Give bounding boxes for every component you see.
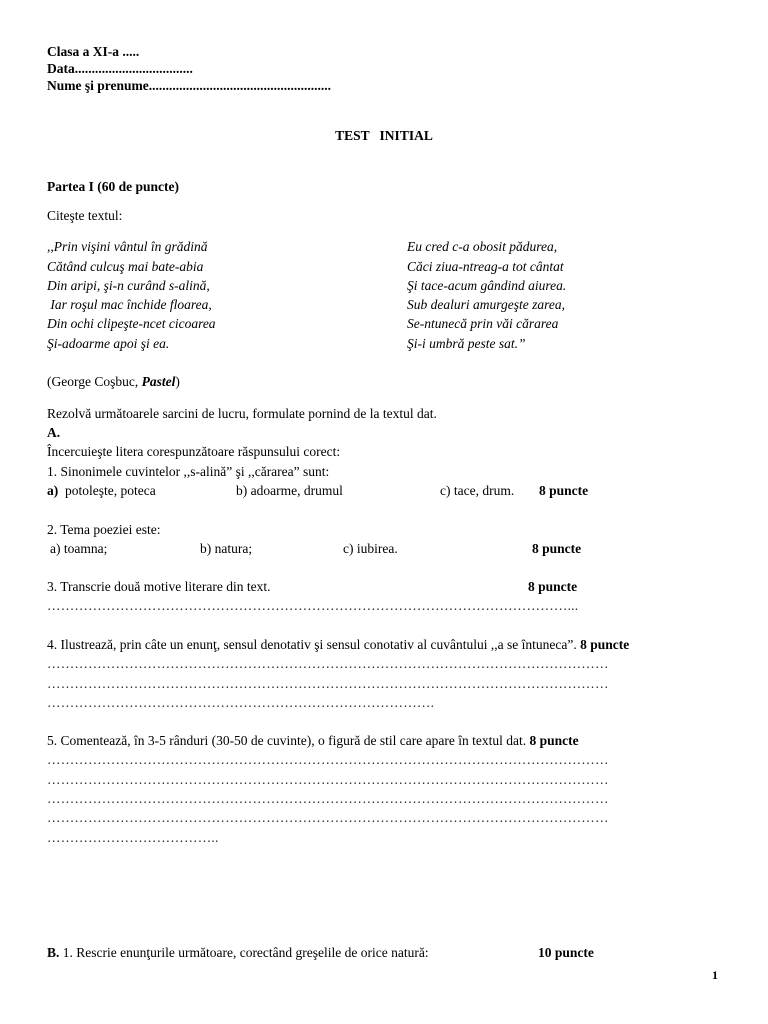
q1-points: 8 puncte [539, 483, 589, 498]
answer-line: …………………………………………………………………………………………………………… [47, 656, 609, 671]
q1-option-a-text: potoleşte, poteca [58, 483, 156, 498]
poem-left-line: Cătând culcuş mai bate-abia [47, 259, 204, 274]
poem-right-line: Şi-i umbră peste sat.” [407, 336, 526, 351]
header-clasa: Clasa a XI-a ..... [47, 44, 140, 59]
answer-line: …………………………………………………………………………. [47, 695, 435, 710]
answer-line: …………………………………………………………………………………………………………… [47, 772, 609, 787]
answer-line: …………………………………………………………………………………………………………… [47, 810, 609, 825]
q1-option-c: c) tace, drum. [440, 483, 515, 498]
section-a-label: A. [47, 425, 61, 440]
section-b-points: 10 puncte [538, 945, 594, 960]
section-b-label: B. [47, 945, 60, 960]
q5-line [47, 733, 579, 749]
poem-left-line: Iar roşul mac închide floarea, [47, 297, 212, 312]
q1-option-b: b) adoarme, drumul [236, 483, 343, 498]
section-b-text: 1. Rescrie enunţurile următoare, corectând greşelile de orice natură: [59, 945, 429, 960]
page-title: TEST INITIAL [335, 128, 433, 143]
poem-right-line: Eu cred c-a obosit pădurea, [407, 239, 558, 254]
rezolva-instruction: Rezolvă următoarele sarcini de lucru, formulate pornind de la textul dat. [47, 406, 437, 421]
header-nume: Nume şi prenume...................................................... [47, 78, 332, 93]
q2-option-b: b) natura; [200, 541, 253, 556]
q5-points: 8 puncte [529, 733, 579, 748]
answer-line: …………………………………………………………………………………………………………… [47, 676, 609, 691]
source-work: Pastel [141, 374, 176, 389]
answer-line: ……………………………………………………………………………………………………... [47, 598, 579, 613]
q2-points: 8 puncte [532, 541, 582, 556]
answer-line: …………………………………………………………………………………………………………… [47, 752, 609, 767]
answer-line: ……………………………….. [47, 830, 219, 845]
poem-source [47, 374, 180, 390]
q3-text: 3. Transcrie două motive literare din text. [47, 579, 271, 594]
poem-right-line: Sub dealuri amurgeşte zarea, [407, 297, 565, 312]
q4-text: 4. Ilustrează, prin câte un enunţ, sensul denotativ şi sensul conotativ al cuvântului ,,a se întuneca”. [47, 637, 581, 652]
poem-right-line: Şi tace-acum gândind aiurea. [407, 278, 567, 293]
page-number: 1 [712, 968, 718, 982]
q4-points: 8 puncte [580, 637, 630, 652]
q2-option-c: c) iubirea. [343, 541, 398, 556]
q1-option-a [47, 483, 156, 499]
q3-points: 8 puncte [528, 579, 578, 594]
q4-line [47, 637, 629, 653]
q2-text: 2. Tema poeziei este: [47, 522, 161, 537]
q1-text: 1. Sinonimele cuvintelor ,,s-alină” şi ,,cărarea” sunt: [47, 464, 330, 479]
q1-option-a-letter: a) [47, 483, 59, 498]
poem-left-line: Din aripi, şi-n curând s-alină, [47, 278, 210, 293]
answer-line: …………………………………………………………………………………………………………… [47, 791, 609, 806]
partea-heading: Partea I (60 de puncte) [47, 179, 179, 194]
q2-option-a: a) toamna; [50, 541, 108, 556]
poem-right-line: Se-ntunecă prin văi cărarea [407, 316, 559, 331]
poem-left-line: ,,Prin vişini vântul în grădină [47, 239, 208, 254]
q5-text: 5. Comentează, în 3-5 rânduri (30-50 de cuvinte), o figură de stil care apare în textul dat. [47, 733, 530, 748]
section-b-line [47, 945, 429, 961]
citeste-instruction: Citeşte textul: [47, 208, 123, 223]
source-prefix: (George Coşbuc, [47, 374, 142, 389]
poem-right-line: Căci ziua-ntreag-a tot cântat [407, 259, 564, 274]
poem-left-line: Şi-adoarme apoi şi ea. [47, 336, 170, 351]
source-suffix: ) [175, 374, 180, 389]
incercuieste-instruction: Încercuieşte litera corespunzătoare răspunsului corect: [47, 444, 341, 459]
header-data: Data................................... [47, 61, 193, 76]
poem-left-line: Din ochi clipeşte-ncet cicoarea [47, 316, 216, 331]
